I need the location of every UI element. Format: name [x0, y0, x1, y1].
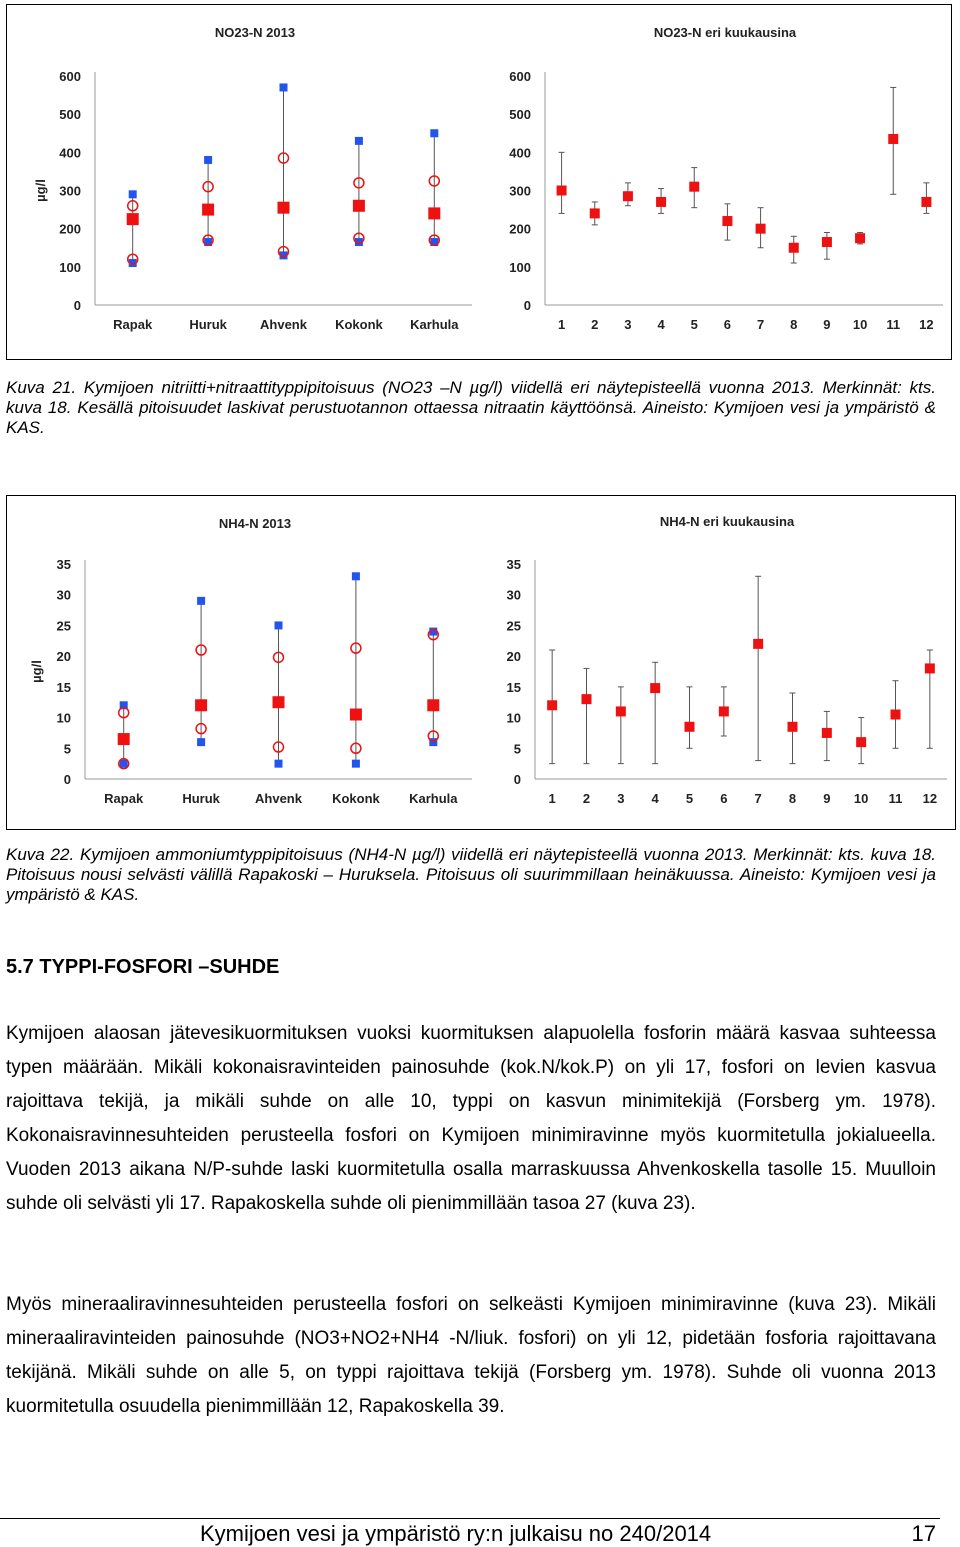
no23-month-chart-y-tick-label: 600 — [509, 69, 531, 84]
nh4-month-chart-y-tick-label: 5 — [513, 741, 521, 757]
nh4-month-chart-x-tick-label: 9 — [823, 791, 831, 806]
nh4-site-chart-mean-point — [273, 696, 285, 708]
no23-month-chart-x-tick-label: 7 — [756, 317, 765, 332]
no23-month-chart-y-tick-label: 200 — [509, 221, 531, 237]
no23-month-chart-mean-point — [689, 182, 699, 192]
nh4-month-chart-y-tick-label: 20 — [506, 649, 521, 665]
nh4-month-chart-x-tick-label: 8 — [788, 791, 797, 806]
nh4-site-chart-y-tick-label: 30 — [56, 587, 71, 603]
nh4-month-chart-x-tick-label: 11 — [888, 791, 903, 806]
no23-month-chart-mean-point — [756, 224, 766, 234]
figure-21-caption: Kuva 21. Kymijoen nitriitti+nitraattityppipitoisuus (NO23 –N µg/l) viidellä eri näytepisteellä vuonna 2013. Merkinnät: kts. kuva 18. Kesällä pitoisuudet laskivat perustuotannon ottaessa nitraatin käyttöönsä. Aineisto: Kymijoen vesi ja ympäristö & KAS. — [6, 378, 936, 437]
no23-month-chart-y-tick-label: 400 — [509, 145, 531, 161]
nh4-month-chart-mean-point — [719, 706, 729, 716]
figure-22-charts — [7, 496, 955, 829]
figure-21-chart-frame — [6, 4, 952, 360]
nh4-site-chart-y-label: µg/l — [29, 660, 44, 683]
nh4-month-chart-x-tick-label: 3 — [617, 791, 625, 806]
no23-site-chart-mean-point — [353, 200, 365, 212]
nh4-month-chart-mean-point — [685, 722, 695, 732]
nh4-site-chart-y-tick-label: 10 — [56, 710, 71, 726]
no23-month-chart-mean-point — [722, 216, 732, 226]
paragraph-2: Myös mineraaliravinnesuhteiden perusteella fosfori on selkeästi Kymijoen minimiravinne (kuva 23). Mikäli mineraaliravinteiden painosuhde (NO3+NO2+NH4 -N/liuk. fosfori) on yli 12, pidetään fosforia rajoittavana tekijänä. Mikäli suhde on alle 5, on typpi rajoittava tekijä (Forsberg ym. 1978). Suhde oli vuonna 2013 kuormitetulla osuudella pienimmillään 12, Rapakoskella 39. — [6, 1294, 936, 1417]
nh4-site-chart-mean-point — [427, 699, 439, 711]
nh4-site-chart-max-point — [352, 572, 360, 580]
nh4-site-chart-mean-point — [118, 733, 130, 745]
nh4-site-chart-min-point — [275, 760, 283, 768]
nh4-month-chart-mean-point — [822, 728, 832, 738]
nh4-site-chart-min-point — [120, 760, 128, 768]
no23-month-chart-x-tick-label: 5 — [690, 317, 698, 332]
no23-month-chart-mean-point — [855, 233, 865, 243]
nh4-month-chart-y-tick-label: 10 — [506, 710, 521, 726]
nh4-site-chart-mean-point — [350, 709, 362, 721]
no23-month-chart-x-tick-label: 1 — [557, 317, 566, 332]
no23-month-chart-x-tick-label: 3 — [624, 317, 632, 332]
nh4-month-chart-x-tick-label: 2 — [582, 791, 591, 806]
no23-month-chart-x-tick-label: 2 — [591, 317, 599, 332]
page-number: 17 — [911, 1521, 936, 1546]
no23-site-chart-max-point — [430, 129, 438, 137]
nh4-site-chart-y-tick-label: 25 — [56, 618, 71, 634]
no23-site-chart-x-tick-label: Karhula — [410, 317, 459, 332]
no23-site-chart-y-tick-label: 200 — [59, 221, 81, 237]
no23-site-chart-max-point — [129, 190, 137, 198]
no23-site-chart-title: NO23-N 2013 — [214, 25, 296, 40]
no23-month-chart-y-tick-label: 0 — [523, 298, 531, 313]
footer-text: Kymijoen vesi ja ympäristö ry:n julkaisu no 240/2014 — [200, 1521, 712, 1546]
nh4-site-chart-y-tick-label: 5 — [63, 741, 71, 757]
no23-site-chart-y-tick-label: 300 — [59, 183, 81, 199]
no23-month-chart-mean-point — [590, 208, 600, 218]
no23-site-chart-y-tick-label: 600 — [59, 69, 81, 84]
nh4-site-chart-y-tick-label: 20 — [56, 649, 71, 665]
nh4-site-chart-max-point — [275, 621, 283, 629]
no23-site-chart-mean-point — [278, 202, 290, 214]
no23-site-chart-mean-point — [202, 204, 214, 216]
no23-site-chart-max-point — [280, 83, 288, 91]
no23-site-chart-x-tick-label: Huruk — [189, 317, 227, 332]
nh4-month-chart-x-tick-label: 4 — [651, 791, 659, 806]
nh4-site-chart-max-point — [197, 597, 205, 605]
nh4-site-chart-x-tick-label: Kokonk — [332, 791, 380, 806]
no23-month-chart-x-tick-label: 10 — [852, 317, 868, 332]
no23-month-chart-y-tick-label: 500 — [509, 107, 531, 123]
nh4-site-chart-y-tick-label: 15 — [56, 679, 71, 695]
nh4-month-chart-mean-point — [582, 694, 592, 704]
no23-month-chart-x-tick-label: 11 — [886, 317, 901, 332]
no23-site-chart-x-tick-label: Rapak — [113, 317, 153, 332]
nh4-site-chart-x-tick-label: Karhula — [409, 791, 458, 806]
nh4-month-chart-x-tick-label: 7 — [754, 791, 762, 806]
no23-site-chart-max-point — [204, 156, 212, 164]
nh4-site-chart-mean-point — [195, 699, 207, 711]
figure-22-chart-frame — [6, 495, 956, 830]
no23-site-chart-y-tick-label: 0 — [73, 298, 81, 313]
nh4-month-chart-mean-point — [547, 700, 557, 710]
no23-month-chart-y-tick-label: 100 — [509, 259, 531, 275]
no23-site-chart-y-tick-label: 400 — [59, 145, 81, 161]
nh4-month-chart-y-tick-label: 15 — [506, 679, 521, 695]
nh4-month-chart-mean-point — [856, 737, 866, 747]
no23-month-chart-x-tick-label: 9 — [823, 317, 831, 332]
nh4-month-chart-title: NH4-N eri kuukausina — [659, 514, 795, 529]
nh4-month-chart-y-tick-label: 25 — [506, 618, 521, 634]
section-heading: 5.7 TYPPI-FOSFORI –SUHDE — [6, 956, 280, 978]
nh4-site-chart-title: NH4-N 2013 — [218, 516, 292, 531]
no23-site-chart-x-tick-label: Ahvenk — [260, 317, 307, 332]
nh4-site-chart-x-tick-label: Rapak — [104, 791, 144, 806]
no23-month-chart-mean-point — [557, 186, 567, 196]
no23-site-chart-mean-point — [127, 213, 139, 225]
nh4-site-chart-y-tick-label: 35 — [56, 557, 71, 572]
footer-rule — [0, 1518, 940, 1519]
nh4-month-chart-x-tick-label: 5 — [685, 791, 694, 806]
no23-site-chart-x-tick-label: Kokonk — [335, 317, 383, 332]
no23-month-chart-mean-point — [623, 191, 633, 201]
nh4-site-chart-min-point — [352, 760, 360, 768]
nh4-site-chart-x-tick-label: Huruk — [182, 791, 220, 806]
nh4-month-chart-y-tick-label: 35 — [506, 557, 521, 572]
no23-month-chart-mean-point — [921, 197, 931, 207]
nh4-site-chart-x-tick-label: Ahvenk — [255, 791, 302, 806]
no23-month-chart-mean-point — [656, 197, 666, 207]
no23-site-chart-y-label: µg/l — [33, 179, 48, 202]
paragraph-1: Kymijoen alaosan jätevesikuormituksen vuoksi kuormituksen alapuolella fosforin määrä kasvaa suhteessa typen määrään. Mikäli kokonaisravinteiden painosuhde (kok.N/kok.P) on yli 17, fosfori on levien kasvua rajoittava tekijä, ja mikäli suhde on alle 10, typpi on kasvun minimitekijä (Forsberg ym. 1978). Kokonaisravinnesuhteiden perusteella fosfori on Kymijoen minimiravinne myös kuormitetulla jokialueella. Vuoden 2013 aikana N/P-suhde laski kuormitetulla osalla marraskuussa Ahvenkoskella tasolle 15. Muulloin suhde oli selvästi yli 17. Rapakoskella suhde oli pienimmillään tasoa 27 (kuva 23). — [6, 1023, 936, 1214]
no23-month-chart-x-tick-label: 12 — [919, 317, 934, 332]
no23-site-chart-y-tick-label: 500 — [59, 107, 81, 123]
nh4-month-chart-mean-point — [788, 722, 798, 732]
nh4-month-chart-mean-point — [650, 683, 660, 693]
no23-site-chart-max-point — [355, 137, 363, 145]
no23-month-chart-mean-point — [888, 134, 898, 144]
no23-month-chart-mean-point — [789, 243, 799, 253]
no23-month-chart-mean-point — [822, 237, 832, 247]
nh4-month-chart-mean-point — [616, 706, 626, 716]
nh4-month-chart-x-tick-label: 10 — [853, 791, 869, 806]
figure-21-charts — [7, 5, 951, 359]
nh4-month-chart-x-tick-label: 1 — [548, 791, 556, 806]
no23-month-chart-x-tick-label: 4 — [657, 317, 665, 332]
nh4-month-chart-mean-point — [753, 639, 763, 649]
nh4-month-chart-y-tick-label: 0 — [513, 772, 521, 787]
nh4-site-chart-max-point — [429, 628, 437, 636]
nh4-month-chart-mean-point — [925, 663, 935, 673]
no23-site-chart-y-tick-label: 100 — [59, 259, 81, 275]
figure-22-caption: Kuva 22. Kymijoen ammoniumtyppipitoisuus (NH4-N µg/l) viidellä eri näytepisteellä vuonna 2013. Merkinnät: kts. kuva 18. Pitoisuus nousi selvästi välillä Rapakoski – Huruksela. Pitoisuus oli suurimmillaan heinäkuussa. Aineisto: Kymijoen vesi ja ympäristö & KAS. — [6, 845, 936, 904]
no23-month-chart-y-tick-label: 300 — [509, 183, 531, 199]
nh4-site-chart-y-tick-label: 0 — [63, 772, 71, 787]
no23-month-chart-title: NO23-N eri kuukausina — [653, 25, 797, 40]
no23-site-chart-mean-point — [428, 207, 440, 219]
nh4-month-chart-mean-point — [891, 710, 901, 720]
no23-month-chart-x-tick-label: 8 — [790, 317, 798, 332]
nh4-site-chart-min-point — [197, 738, 205, 746]
nh4-month-chart-x-tick-label: 6 — [720, 791, 728, 806]
nh4-month-chart-y-tick-label: 30 — [506, 587, 521, 603]
no23-month-chart-x-tick-label: 6 — [723, 317, 732, 332]
nh4-month-chart-x-tick-label: 12 — [922, 791, 938, 806]
